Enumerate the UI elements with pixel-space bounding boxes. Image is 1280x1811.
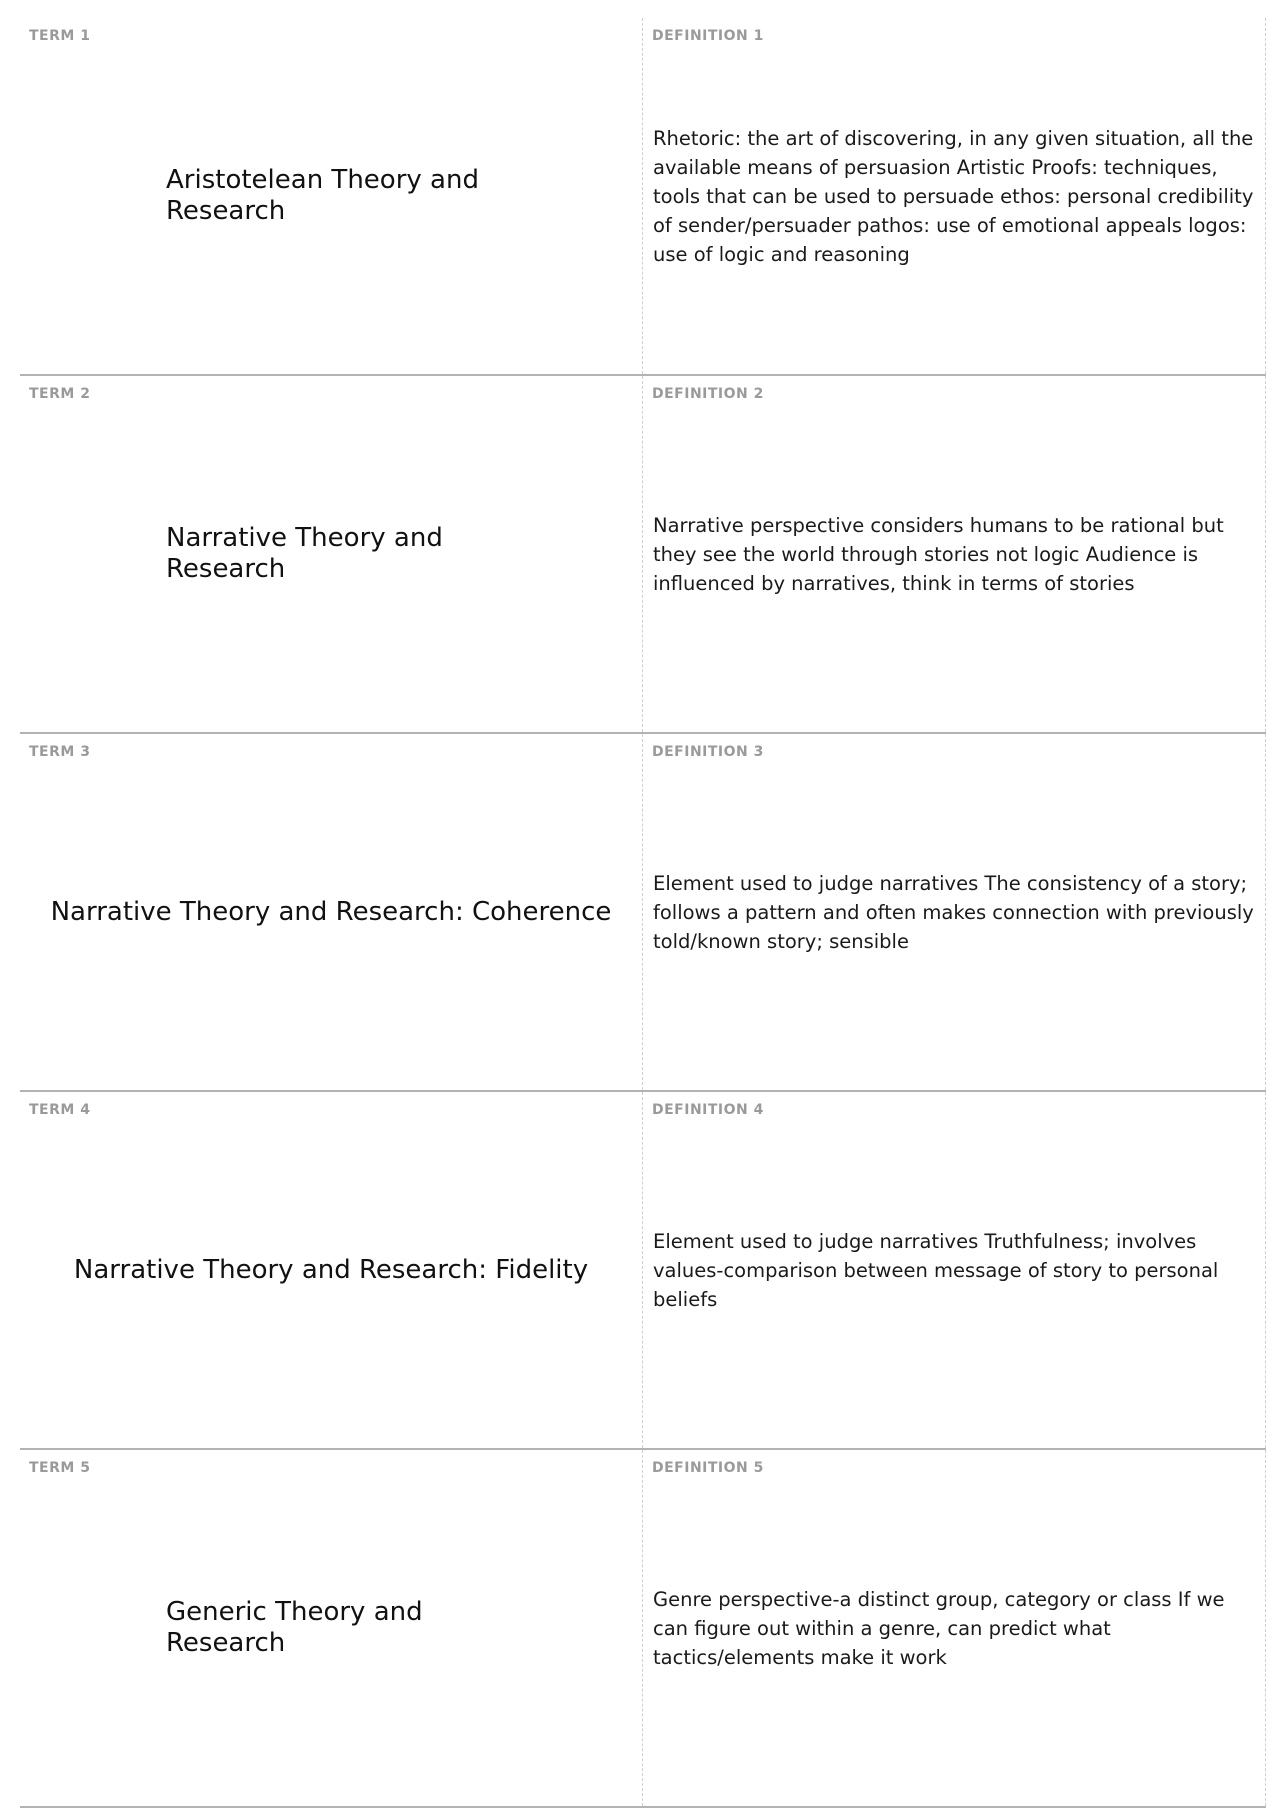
- definition-label: DEFINITION 1: [652, 28, 764, 44]
- definition-cell: [643, 18, 1266, 374]
- term-text: Generic Theory and Research: [166, 1597, 423, 1658]
- flashcard-sheet: [20, 18, 1266, 1808]
- term-text: Narrative Theory and Research: Fidelity: [73, 1254, 589, 1285]
- definition-text: Genre perspective-a distinct group, category or class If we can figure out within a genre, can predict what tactics/elements make it work: [653, 1587, 1225, 1669]
- flashcard-row: [20, 18, 1266, 376]
- definition-cell: [643, 1092, 1266, 1448]
- term-text: Narrative Theory and Research: [166, 523, 443, 584]
- term-label: TERM 4: [29, 1102, 91, 1118]
- term-cell: [20, 1092, 643, 1448]
- term-label: TERM 3: [29, 744, 91, 760]
- term-label: TERM 5: [29, 1460, 91, 1476]
- definition-label: DEFINITION 2: [652, 386, 764, 402]
- definition-label: DEFINITION 5: [652, 1460, 764, 1476]
- flashcard-row: [20, 1092, 1266, 1450]
- definition-text: Rhetoric: the art of discovering, in any given situation, all the available means of persuasion Artistic Proofs: techniques, tools that can be used to persuade ethos: personal credibility of sender/persuader pathos: use of emotional appeals logos: use of logic and reasoning: [653, 126, 1254, 266]
- definition-cell: [643, 1450, 1266, 1806]
- term-text: Aristotelean Theory and Research: [166, 165, 479, 226]
- definition-text: Element used to judge narratives Truthfulness; involves values-comparison between message of story to personal beliefs: [653, 1229, 1219, 1311]
- definition-text: Narrative perspective considers humans to be rational but they see the world through stories not logic Audience is influenced by narratives, think in terms of stories: [653, 513, 1224, 595]
- definition-label: DEFINITION 3: [652, 744, 764, 760]
- definition-cell: [643, 734, 1266, 1090]
- term-text: Narrative Theory and Research: Coherence: [50, 896, 612, 927]
- term-cell: [20, 376, 643, 732]
- term-cell: [20, 1450, 643, 1806]
- flashcard-row: [20, 376, 1266, 734]
- flashcard-row: [20, 734, 1266, 1092]
- flashcard-row: [20, 1450, 1266, 1808]
- term-label: TERM 2: [29, 386, 91, 402]
- term-cell: [20, 18, 643, 374]
- term-cell: [20, 734, 643, 1090]
- definition-label: DEFINITION 4: [652, 1102, 764, 1118]
- term-label: TERM 1: [29, 28, 91, 44]
- definition-cell: [643, 376, 1266, 732]
- definition-text: Element used to judge narratives The consistency of a story; follows a pattern and often makes connection with previously told/known story; sensible: [653, 871, 1254, 953]
